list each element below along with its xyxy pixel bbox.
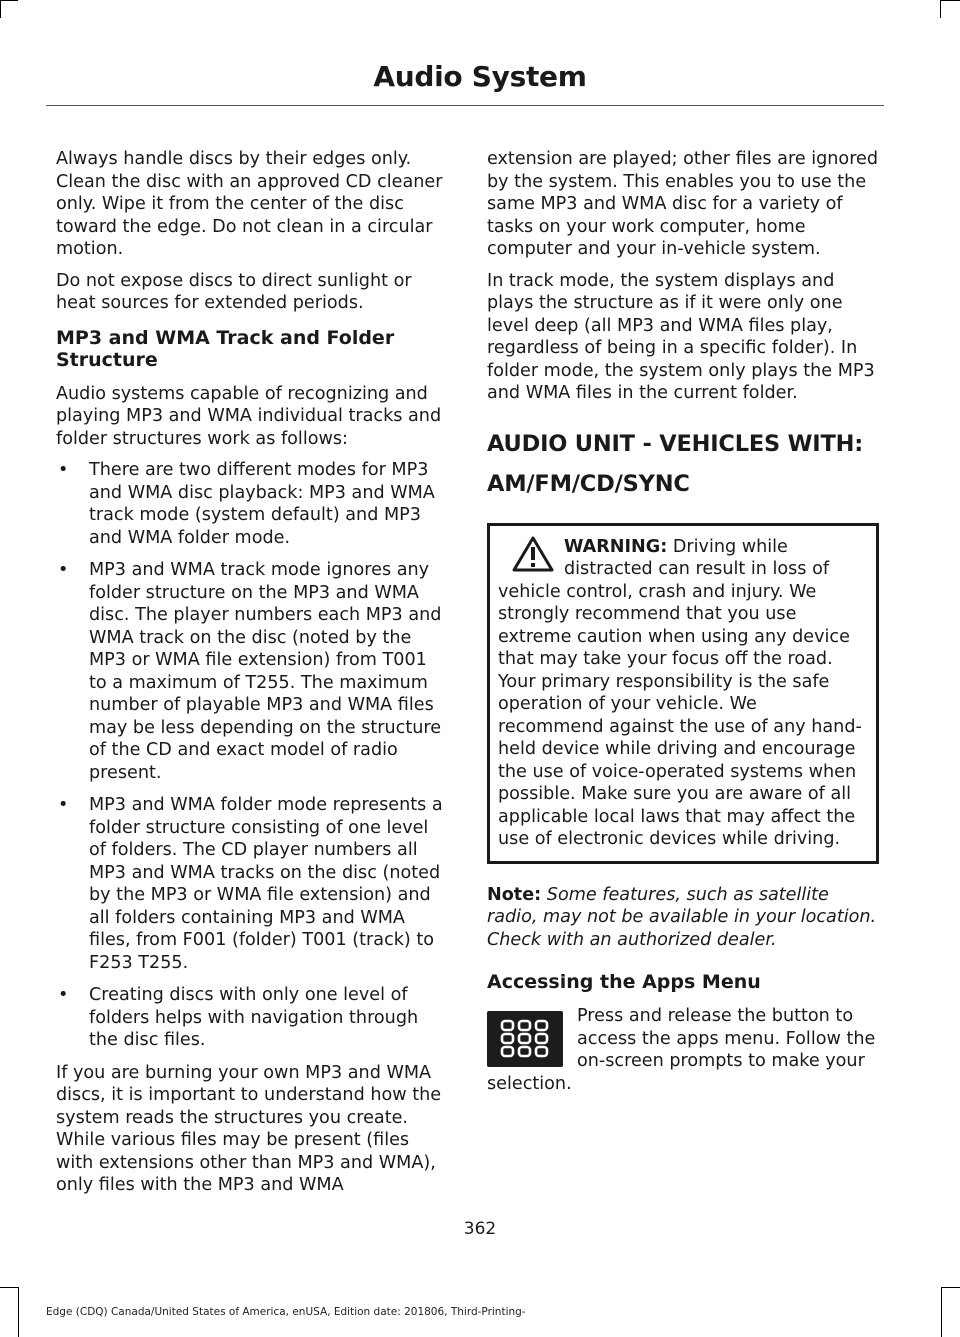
section-heading: Accessing the Apps Menu	[487, 971, 761, 993]
paragraph: If you are burning your own MP3 and WMA discs, it is important to understand how the system reads the structures you create. While various files may be present (files with extensions other than MP3 and WMA), only files with the MP3 and WMA	[56, 1062, 442, 1195]
right-column	[487, 148, 879, 1095]
note-text: Some features, such as satellite radio, may not be available in your location. Check with an authorized dealer.	[487, 884, 877, 950]
crop-mark	[940, 0, 960, 1]
left-column	[56, 148, 449, 1206]
paragraph: Audio systems capable of recognizing and playing MP3 and WMA individual tracks and folder structures work as follows:	[56, 383, 442, 449]
header-divider	[46, 105, 884, 106]
bullet-icon: •	[58, 560, 69, 580]
section-title: AM/FM/CD/SYNC	[487, 470, 690, 497]
warning-label: WARNING:	[564, 536, 668, 557]
crop-mark	[0, 1287, 18, 1288]
warning-text: Driving while distracted can result in loss of vehicle control, crash and injury. We strongly recommend that you use extreme caution when using any device that may take your focus off the road. Your primary responsibility is the safe operation of your vehicle. We recommend against the use of any hand-held device while driving and encourage the use of voice-operated systems when possible. Make sure you are aware of all applicable local laws that may affect the use of electronic devices while driving.	[498, 536, 862, 849]
bullet-icon: •	[58, 795, 69, 815]
warning-triangle-icon	[512, 536, 554, 572]
crop-mark	[18, 1287, 19, 1337]
bullet-list	[56, 459, 449, 1052]
crop-mark	[0, 0, 18, 1]
paragraph: Do not expose discs to direct sunlight or heat sources for extended periods.	[56, 270, 412, 313]
note-label: Note:	[487, 884, 542, 905]
section-heading: MP3 and WMA Track and Folder Structure	[56, 326, 395, 371]
list-item: • Creating discs with only one level of folders helps with navigation through the disc files.	[58, 985, 419, 1050]
apps-text: Press and release the button to access the apps menu. Follow the on-screen prompts to make your selection.	[487, 1006, 876, 1094]
list-item: • There are two different modes for MP3 and WMA disc playback: MP3 and WMA track mode (system default) and MP3 and WMA folder mode.	[58, 460, 435, 548]
note	[487, 884, 879, 952]
crop-mark	[941, 1287, 942, 1337]
page-number: 362	[463, 1219, 497, 1239]
edition-footer: Edge (CDQ) Canada/United States of America, enUSA, Edition date: 201806, Third-Printing-	[46, 1306, 526, 1318]
bullet-icon: •	[58, 985, 69, 1005]
crop-mark	[941, 1287, 960, 1288]
list-item: • MP3 and WMA folder mode represents a folder structure consisting of one level of folders. The CD player numbers all MP3 and WMA tracks on the disc (noted by the MP3 or WMA file extension) and all folders containing MP3 and WMA files, from F001 (folder) T001 (track) to F253 T255.	[58, 795, 443, 973]
crop-mark	[0, 0, 1, 18]
apps-instruction	[487, 1005, 879, 1095]
apps-grid-icon	[487, 1011, 563, 1067]
crop-mark	[940, 0, 941, 18]
paragraph: Always handle discs by their edges only. Clean the disc with an approved CD cleaner only. Wipe it from the center of the disc toward the edge. Do not clean in a circular motion.	[56, 149, 443, 259]
paragraph: In track mode, the system displays and plays the structure as if it were only one level deep (all MP3 and WMA files play, regardless of being in a specific folder). In folder mode, the system only plays the MP3 and WMA files in the current folder.	[487, 270, 875, 403]
bullet-icon: •	[58, 460, 69, 480]
list-item: • MP3 and WMA track mode ignores any folder structure on the MP3 and WMA disc. The player numbers each MP3 and WMA track on the disc (noted by the MP3 or WMA file extension) from T001 to a maximum of T255. The maximum number of playable MP3 and WMA files may be less depending on the structure of the CD and exact model of radio present.	[58, 560, 442, 783]
paragraph: extension are played; other files are ignored by the system. This enables you to use the same MP3 and WMA disc for a variety of tasks on your work computer, home computer and your in-vehicle system.	[487, 149, 879, 259]
page-title: Audio System	[373, 60, 587, 93]
section-title: AUDIO UNIT - VEHICLES WITH:	[487, 430, 864, 457]
warning-box	[487, 523, 879, 864]
